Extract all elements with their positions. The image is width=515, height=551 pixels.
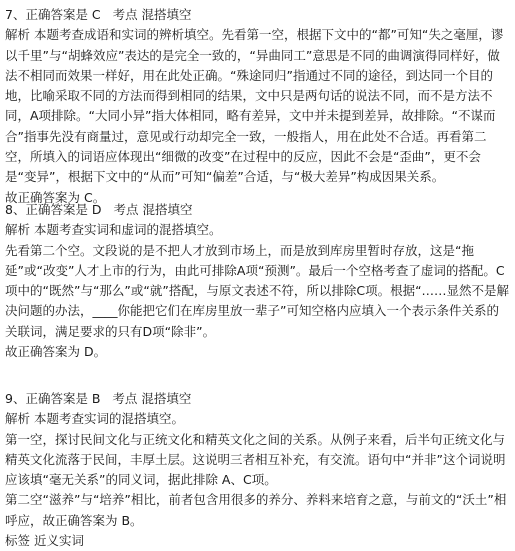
question-8-analysis-body: 先看第二个空。文段说的是不把人才放到市场上，而是放到库房里暂时存放，这是“拖延”或“改变”人才上市的行为，由此可排除A项“预测”。最后一个空格考查了虚词的搭配。C项中的“既然”与“那么”或“就”搭配，与原文表述不符，所以排除C项。根据“……显然不是解决问题的办法，____你能把它们在库房里放一辈子”可知空格内应填入一个表示条件关系的关联词，满足要求的只有D项“除非”。 (5, 242, 510, 339)
question-9-analysis-intro: 解析 本题考查实词的混搭填空。 (5, 411, 184, 427)
question-9-second-blank: 第二空“滋养”与“培养”相比，前者包含用很多的养分、养料来培育之意，与前文的“沃土”相呼应，故正确答案为 B。 (5, 492, 507, 528)
question-9-tags: 标签 近义实词 (5, 533, 84, 549)
question-9-heading: 9、正确答案是 B 考点 混搭填空 (5, 391, 192, 406)
question-8-analysis-intro: 解析 本题考查实词和虚词的混搭填空。 (5, 222, 222, 238)
question-7-analysis: 解析 本题考查成语和实词的辨析填空。先看第一空，根据下文中的“都”可知“失之毫厘，谬以千里”与“胡蜂效应”表达的是完全一致的，“异曲同工”意思是不同的曲调演得同样好，做法不相同而效果一样好，用在此处正确。“殊途同归”指通过不同的途径，到达同一个目的地，比喻采取不同的方法而得到相同的结果，文中只是两句话的说法不同，而不是方法不同，A项排除。“大同小异”指大体相同，略有差异，文中并未提到差异，故排除。“不谋而合”指事先没有商量过，意见或行动却完全一致，一般指人，用在此处不合适。再看第二空，所填入的词语应体现出“细微的改变”在过程中的反应，因此不会是“歪曲”，更不会是“变异”，根据下文中的“从而”可知“偏差”合适，与“极大差异”构成因果关系。 (5, 27, 504, 185)
question-7-block (5, 5, 511, 205)
question-8-block (5, 200, 511, 389)
question-9-block (5, 389, 511, 549)
question-7-conclusion: 故正确答案为 C。 (5, 189, 106, 205)
document-body (5, 5, 511, 549)
question-9-first-blank: 第一空，探讨民间文化与正统文化和精英文化之间的关系。从例子来看，后半句正统文化与精英文化流落于民间，丰厚土层。这说明三者相互补充，有交流。语句中“并非”这个词说明应该填“毫无关系”的同义词，据此排除 A、C项。 (5, 431, 506, 488)
question-8-heading: 8、正确答案是 D 考点 混搭填空 (5, 202, 193, 217)
question-7-heading: 7、正确答案是 C 考点 混搭填空 (5, 7, 192, 22)
question-8-conclusion: 故正确答案为 D。 (5, 344, 107, 360)
